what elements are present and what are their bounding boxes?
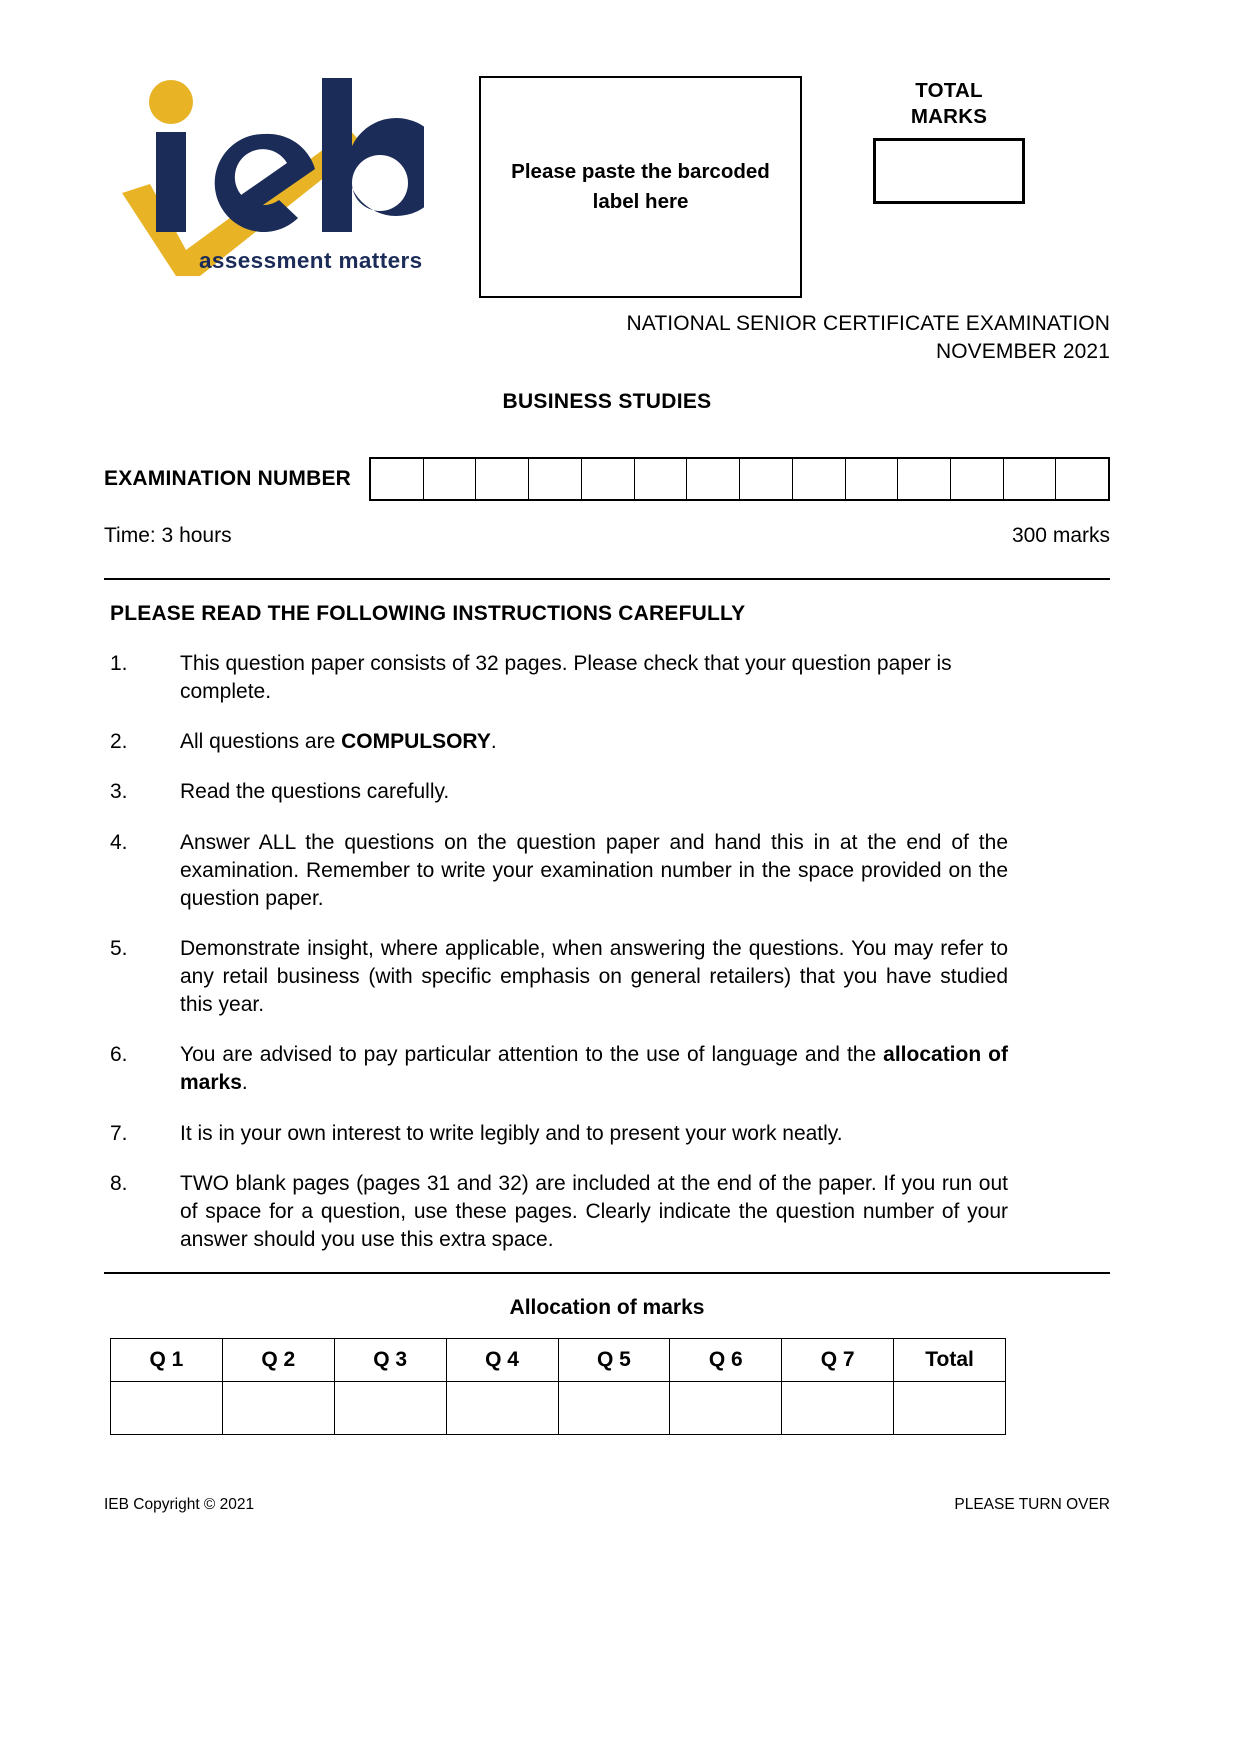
instruction-emphasis: allocation of marks [180, 1043, 1008, 1095]
examination-number-cell[interactable] [1004, 459, 1057, 499]
instruction-number: 1. [110, 652, 128, 675]
examination-number-cell[interactable] [951, 459, 1004, 499]
table-header-row [111, 1339, 1006, 1382]
total-marks-input-box[interactable] [873, 138, 1025, 204]
exam-time: Time: 3 hours [104, 524, 232, 547]
examination-number-cell[interactable] [476, 459, 529, 499]
allocation-header-cell: Q 3 [334, 1339, 446, 1382]
instruction-item [110, 1041, 1008, 1097]
allocation-value-cell[interactable] [894, 1382, 1006, 1435]
instruction-item [110, 1170, 1008, 1254]
allocation-header-cell: Q 6 [670, 1339, 782, 1382]
logo-tagline-text: assessment matters [199, 248, 423, 273]
total-marks-label-line1: TOTAL [915, 79, 983, 102]
allocation-of-marks-table [110, 1338, 1006, 1435]
divider-top [104, 578, 1110, 580]
instruction-number: 3. [110, 780, 128, 804]
instruction-number: 6. [110, 1043, 128, 1067]
page-header [104, 62, 1110, 302]
exam-session-line: NOVEMBER 2021 [935, 339, 1110, 363]
exam-total-marks-text: 300 marks [1011, 524, 1110, 547]
barcode-label-box[interactable] [479, 76, 802, 298]
examination-number-cell[interactable] [793, 459, 846, 499]
examination-number-cell[interactable] [846, 459, 899, 499]
total-marks-value [875, 140, 1023, 202]
turn-over-text: PLEASE TURN OVER [954, 1496, 1110, 1513]
instruction-number: 8. [110, 1171, 128, 1195]
exam-authority-block [104, 310, 1110, 365]
instruction-item [110, 778, 1008, 806]
instruction-text: All questions are COMPULSORY. [180, 730, 497, 754]
allocation-header-cell: Total [894, 1339, 1006, 1382]
allocation-header-cell: Q 5 [558, 1339, 670, 1382]
examination-number-cell[interactable] [1056, 459, 1108, 499]
total-marks-label [866, 78, 1032, 130]
copyright-text: IEB Copyright © 2021 [104, 1496, 255, 1513]
allocation-value-cell[interactable] [670, 1382, 782, 1435]
examination-number-cell[interactable] [898, 459, 951, 499]
time-and-marks-row [104, 524, 1110, 548]
instructions-list [110, 650, 1008, 1276]
instruction-item [110, 1120, 1008, 1148]
allocation-value-cell[interactable] [782, 1382, 894, 1435]
examination-number-cell[interactable] [582, 459, 635, 499]
examination-number-cell[interactable] [529, 459, 582, 499]
page-footer [104, 1496, 1110, 1514]
examination-number-cell[interactable] [687, 459, 740, 499]
divider-bottom [104, 1272, 1110, 1274]
instructions-heading: PLEASE READ THE FOLLOWING INSTRUCTIONS CAREFULLY [110, 602, 746, 625]
allocation-value-cell[interactable] [446, 1382, 558, 1435]
examination-number-row [104, 455, 1110, 503]
allocation-value-cell[interactable] [222, 1382, 334, 1435]
examination-number-cell[interactable] [371, 459, 424, 499]
logo-letter-b [322, 78, 424, 232]
ieb-logo-graphic [114, 68, 424, 278]
examination-number-label: EXAMINATION NUMBER [104, 467, 352, 490]
instruction-text: It is in your own interest to write legibly and to present your work neatly. [180, 1121, 843, 1145]
instruction-text: Demonstrate insight, where applicable, when answering the questions. You may refer to any retail business (with specific emphasis on general retailers) that you have studied this year. [180, 936, 1008, 1017]
allocation-value-cell[interactable] [111, 1382, 223, 1435]
examination-number-cell[interactable] [635, 459, 688, 499]
allocation-value-cell[interactable] [334, 1382, 446, 1435]
instruction-text: Answer ALL the questions on the question paper and hand this in at the end of the examination. Remember to write your examination number in the space provided on the question paper. [180, 830, 1008, 910]
instruction-text: You are advised to pay particular attention to the use of language and the allocation of marks. [180, 1043, 1008, 1095]
allocation-header-cell: Q 1 [111, 1339, 223, 1382]
instruction-number: 7. [110, 1121, 128, 1145]
total-marks-area [866, 78, 1032, 204]
instruction-emphasis: COMPULSORY [341, 730, 491, 754]
logo-letter-i [156, 132, 186, 232]
instruction-number: 2. [110, 730, 128, 754]
allocation-title: Allocation of marks [509, 1296, 705, 1319]
instruction-number: 4. [110, 830, 128, 854]
examination-number-cell[interactable] [740, 459, 793, 499]
instruction-text: Read the questions carefully. [180, 780, 450, 804]
allocation-header-cell: Q 2 [222, 1339, 334, 1382]
total-marks-label-line2: MARKS [910, 105, 988, 129]
barcode-instruction-text: Please paste the barcoded label here [511, 160, 770, 213]
instruction-item [110, 935, 1008, 1019]
allocation-value-cell[interactable] [558, 1382, 670, 1435]
instruction-text: TWO blank pages (pages 31 and 32) are included at the end of the paper. If you run out of space for a question, use these pages. Clearly indicate the question number of your answer should you use this extra space. [180, 1171, 1008, 1251]
instruction-text: This question paper consists of 32 pages. Please check that your question paper is complete. [180, 652, 952, 704]
instruction-item [110, 829, 1008, 913]
table-row[interactable] [111, 1382, 1006, 1435]
allocation-header-cell: Q 4 [446, 1339, 558, 1382]
examination-number-input[interactable] [369, 457, 1110, 501]
exam-subject-title: BUSINESS STUDIES [502, 390, 712, 413]
instruction-number: 5. [110, 936, 128, 960]
ieb-logo [114, 68, 424, 278]
instruction-item [110, 650, 1008, 706]
allocation-header-cell: Q 7 [782, 1339, 894, 1382]
instruction-item [110, 728, 1008, 756]
examination-number-cell[interactable] [424, 459, 477, 499]
exam-authority-line: NATIONAL SENIOR CERTIFICATE EXAMINATION [626, 312, 1110, 335]
logo-dot-shape [149, 80, 193, 124]
